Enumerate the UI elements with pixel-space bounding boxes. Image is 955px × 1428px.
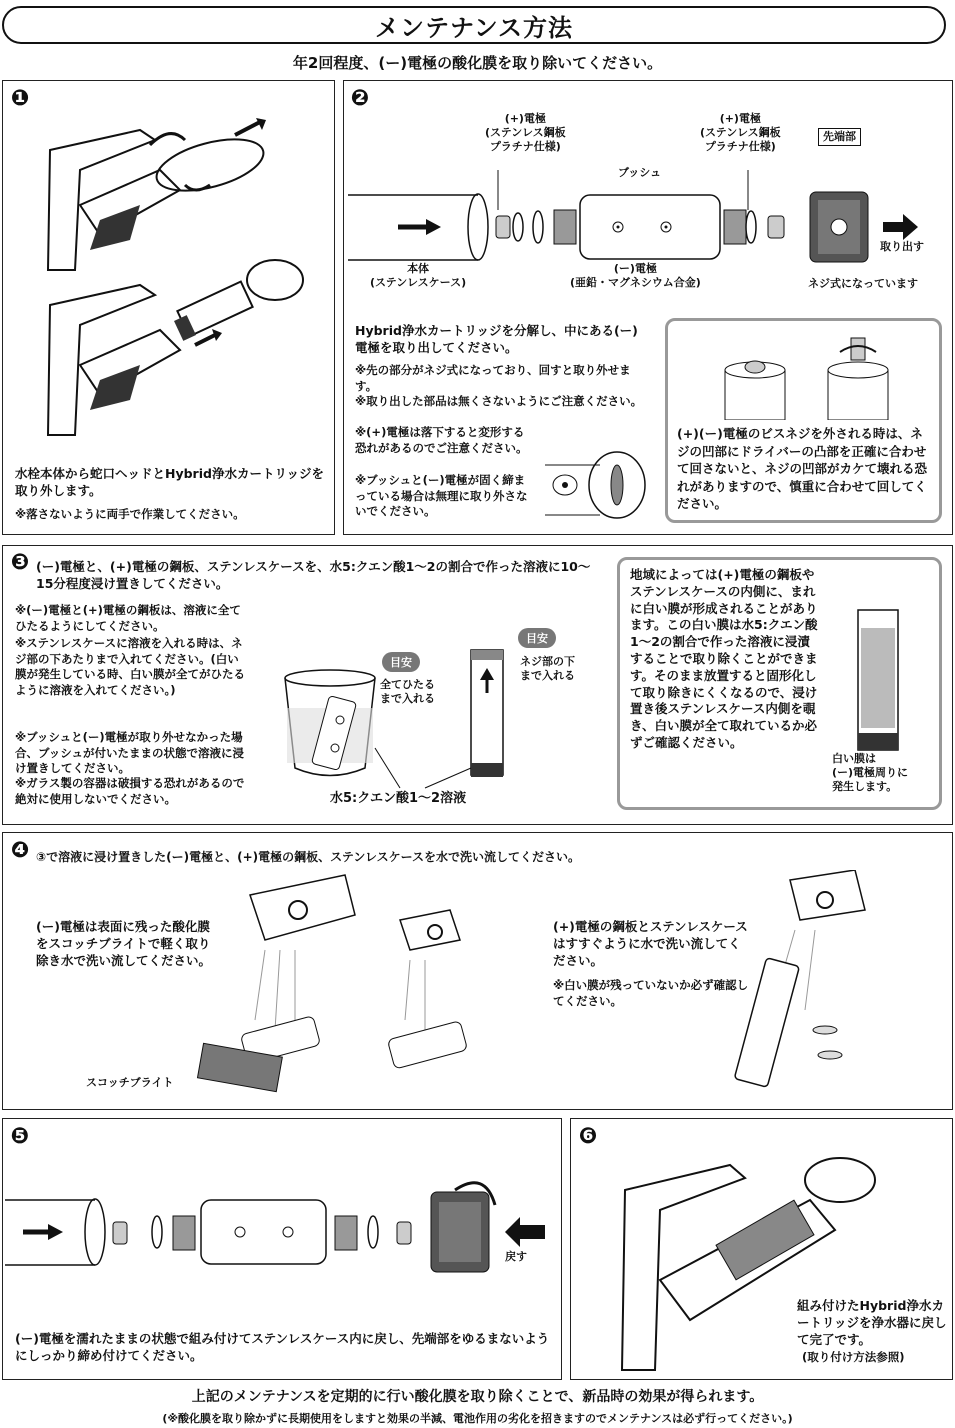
step2-caution-text: (+)(ー)電極のビスネジを外される時は、ネジの凹部にドライバーの凸部を正確に合わせて回さないと、ネジの凹部がカケて壊れる恐れがありますので、慎重に合わせて回してください。: [677, 426, 928, 511]
step2-number: ❷: [350, 85, 370, 111]
plus-electrode-label-left: (+)電極 (ステンレス鋼板 プラチナ仕様): [485, 112, 566, 153]
guide-text-1: 全てひたる まで入れる: [380, 678, 435, 705]
step5-number: ❺: [10, 1123, 30, 1149]
footer-note: (※酸化膜を取り除かずに長期使用をしますと効果の半減、電池作用の劣化を招きますのでメンテナンスは必ず行ってください。): [162, 1412, 793, 1425]
step1-number: ❶: [10, 85, 30, 111]
step3-note-3: ※ブッシュと(ー)電極が取り外せなかった場合、ブッシュが付いたままの状態で溶液に浸け置きしてください。: [15, 730, 244, 775]
step6-note: (取り付け方法参照): [802, 1350, 905, 1364]
guide-badge-1: 目安: [382, 652, 420, 672]
plus-electrode-label-right: (+)電極 (ステンレス鋼板 プラチナ仕様): [700, 112, 781, 153]
body-label: 本体 (ステンレスケース): [370, 262, 467, 289]
step3-note-2: ※ステンレスケースに溶液を入れる時は、ネジ部の下あたりまで入れてください。(白い膜が発生している時、白い膜が全てがひたるように溶液を入れてください。): [15, 636, 245, 697]
step2-note-4: ※ブッシュと(ー)電極が固く締まっている場合は無理に取り外さないでください。: [355, 473, 528, 518]
screw-label: ネジ式になっています: [808, 277, 918, 290]
page-subtitle: 年2回程度、(ー)電極の酸化膜を取り除いてください。: [292, 54, 663, 72]
white-film-cartridge: [853, 608, 903, 753]
washing-illustration: [195, 870, 875, 1100]
faucet-illustration-bottom: [20, 255, 320, 455]
step4-right-text: (+)電極の鋼板とステンレスケースはすすぐように水で洗い流してください。: [553, 919, 748, 968]
bush-label: ブッシュ: [618, 166, 662, 179]
guide-badge-2: 目安: [518, 628, 556, 648]
return-label: 戻す: [505, 1250, 527, 1263]
step4-number: ❹: [10, 837, 30, 863]
step4-left-text: (ー)電極は表面に残った酸化膜をスコッチブライトで軽く取り除き水で洗い流してください。: [36, 919, 212, 968]
step4-right-note: ※白い膜が残っていないか必ず確認してください。: [553, 978, 749, 1008]
minus-electrode-label: (ー)電極 (亜鉛・マグネシウム合金): [570, 262, 701, 289]
footer-text: 上記のメンテナンスを定期的に行い酸化膜を取り除くことで、新品時の効果が得られます。: [191, 1389, 764, 1405]
screw-caution-illustration: [690, 330, 920, 420]
guide-text-2: ネジ部の下 まで入れる: [520, 655, 575, 682]
solution-label: 水5:クエン酸1〜2溶液: [330, 791, 467, 806]
soaking-illustration: [275, 648, 525, 790]
cartridge-exploded-diagram: [348, 170, 948, 265]
step1-text: 水栓本体から蛇口ヘッドとHybrid浄水カートリッジを取り外します。: [15, 466, 324, 498]
step4-text: ③で溶液に浸け置きした(ー)電極と、(+)電極の鋼板、ステンレスケースを水で洗い流してください。: [36, 850, 581, 864]
step3-info-text: 地域によっては(+)電極の鋼板やステンレスケースの内側に、まれに白い膜が形成されることがあります。この白い膜は水5:クエン酸1〜2の割合で作った溶液に浸漬することで取り除くことができます。そのまま放置すると固形化して取り除きにくくなるので、浸け置き後ステンレスケース内側を覗き、白い膜が全て取れているか必ずご確認ください。: [630, 567, 818, 750]
step1-note: ※落さないように両手で作業してください。: [15, 507, 245, 521]
step3-number: ❸: [10, 549, 30, 575]
step6-text: 組み付けたHybrid浄水カートリッジを浄水器に戻して完了です。: [797, 1298, 947, 1347]
page-title: メンテナンス方法: [2, 6, 946, 44]
step3-note-1: ※(ー)電極と(+)電極の鋼板は、溶液に全てひたるようにしてください。: [15, 603, 241, 633]
reassembly-diagram: [5, 1170, 555, 1300]
step2-text: Hybrid浄水カートリッジを分解し、中にある(ー)電極を取り出してください。: [355, 323, 638, 355]
scotch-brite-label: スコッチブライト: [86, 1076, 174, 1089]
screw-closeup: [545, 450, 655, 525]
step3-text: (ー)電極と、(+)電極の鋼板、ステンレスケースを、水5:クエン酸1〜2の割合で作った溶液に10〜15分程度浸け置きしてください。: [36, 559, 591, 591]
remove-label: 取り出す: [880, 240, 924, 253]
white-film-label: 白い膜は (ー)電極周りに 発生します。: [832, 752, 909, 793]
step2-note-1: ※先の部分がネジ式になっており、回すと取り外せます。: [355, 363, 631, 393]
tip-label: 先端部: [818, 128, 861, 146]
step2-note-3: ※(+)電極は落下すると変形する恐れがあるのでご注意ください。: [355, 425, 528, 455]
step5-text: (ー)電極を濡れたままの状態で組み付けてステンレスケース内に戻し、先端部をゆるまないようにしっかり締め付けてください。: [15, 1331, 550, 1363]
step6-number: ❻: [578, 1123, 598, 1149]
step3-note-4: ※ガラス製の容器は破損する恐れがあるので絶対に使用しないでください。: [15, 776, 245, 806]
step2-note-2: ※取り出した部品は無くさないようにご注意ください。: [355, 394, 643, 408]
